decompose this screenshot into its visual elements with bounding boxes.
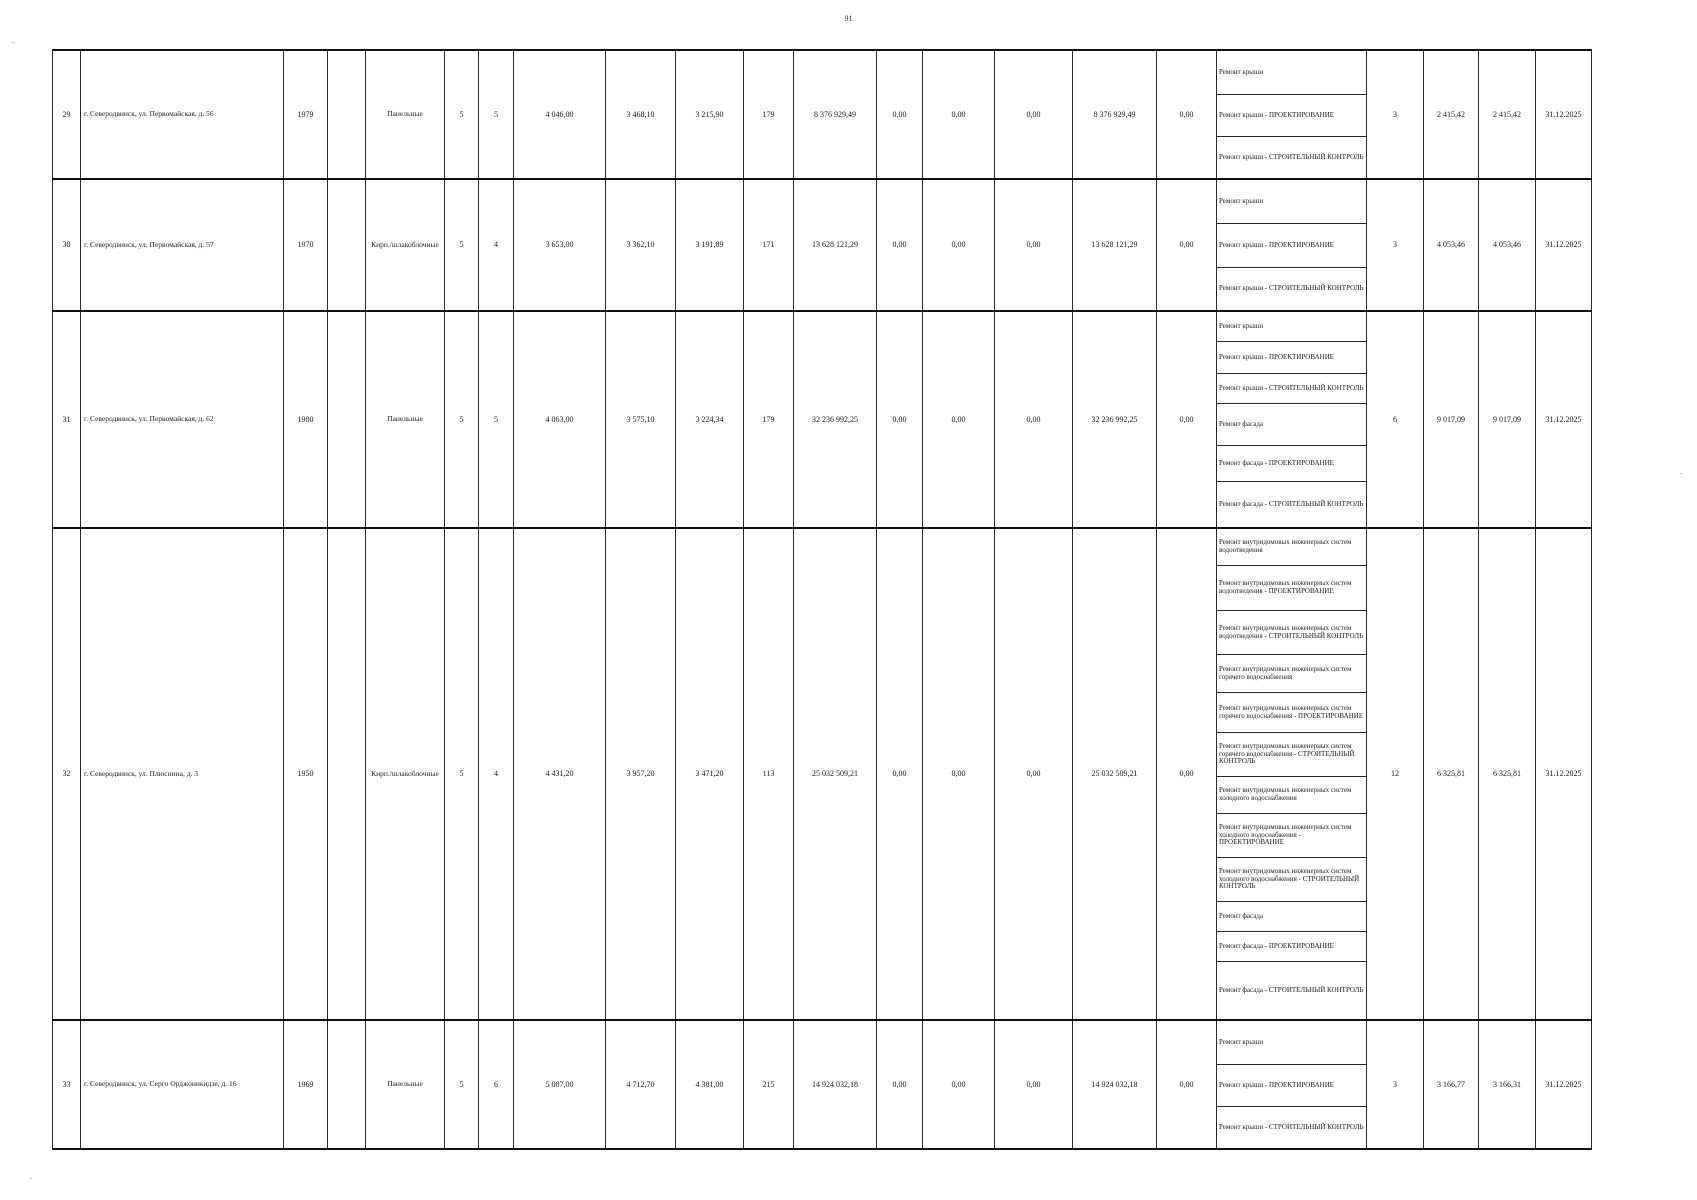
area-premises: 3 575,10 xyxy=(606,311,676,528)
work-item: Ремонт внутридомовых инженерных систем горячего водоснабжения - СТРОИТЕЛЬНЫЙ КОНТРОЛЬ xyxy=(1217,733,1366,777)
table-row xyxy=(53,311,1592,528)
fund-other: 0,00 xyxy=(1157,528,1217,1020)
fund-other: 0,00 xyxy=(1157,311,1217,528)
cost-total: 25 032 509,21 xyxy=(794,528,877,1020)
row-number: 31 xyxy=(53,311,81,528)
fund-owners: 8 376 929,49 xyxy=(1073,50,1157,179)
fund-local: 0,00 xyxy=(995,528,1073,1020)
entrances: 5 xyxy=(479,311,514,528)
total-area: 4 431,20 xyxy=(514,528,606,1020)
work-item: Ремонт фасада xyxy=(1217,902,1366,932)
deadline: 31.12.2025 xyxy=(1536,1020,1592,1149)
works-count: 12 xyxy=(1367,528,1424,1020)
wall-material: Панельные xyxy=(366,311,445,528)
work-item: Ремонт крыши - СТРОИТЕЛЬНЫЙ КОНТРОЛЬ xyxy=(1217,374,1366,404)
address: г. Северодвинск, ул. Первомайская, д. 62 xyxy=(81,311,284,528)
address: г. Северодвинск, ул. Серго Орджоникидзе, д. 16 xyxy=(81,1020,284,1149)
year-renovation xyxy=(328,1020,366,1149)
fund-regional: 0,00 xyxy=(923,528,995,1020)
row-number: 33 xyxy=(53,1020,81,1149)
work-items xyxy=(1217,312,1366,527)
deadline: 31.12.2025 xyxy=(1536,179,1592,311)
total-area: 5 087,00 xyxy=(514,1020,606,1149)
scan-speck xyxy=(30,1178,32,1179)
work-item: Ремонт крыши - СТРОИТЕЛЬНЫЙ КОНТРОЛЬ xyxy=(1219,1122,1364,1131)
wall-material: Панельные xyxy=(366,1020,445,1149)
cost-total: 8 376 929,49 xyxy=(794,50,877,179)
deadline: 31.12.2025 xyxy=(1536,50,1592,179)
row-number: 30 xyxy=(53,179,81,311)
works-list xyxy=(1217,179,1367,311)
total-area: 3 653,00 xyxy=(514,179,606,311)
row-number: 32 xyxy=(53,528,81,1020)
fund-federal: 0,00 xyxy=(877,50,923,179)
work-items xyxy=(1217,180,1366,310)
work-item: Ремонт внутридомовых инженерных систем холодного водоснабжения xyxy=(1217,777,1366,814)
unit-cost: 6 325,81 xyxy=(1424,528,1479,1020)
scan-speck xyxy=(1680,473,1682,474)
wall-material: Кирп./шлакоблочные xyxy=(366,179,445,311)
work-item: Ремонт фасада - ПРОЕКТИРОВАНИЕ xyxy=(1217,932,1366,962)
floors: 5 xyxy=(445,528,479,1020)
fund-local: 0,00 xyxy=(995,311,1073,528)
fund-regional: 0,00 xyxy=(923,311,995,528)
work-item: Ремонт внутридомовых инженерных систем водоотведения - ПРОЕКТИРОВАНИЕ xyxy=(1217,566,1366,611)
wall-material: Кирп./шлакоблочные xyxy=(366,528,445,1020)
work-items xyxy=(1217,529,1366,1019)
work-items xyxy=(1217,51,1366,178)
unit-cost: 3 166,77 xyxy=(1424,1020,1479,1149)
year-renovation xyxy=(328,528,366,1020)
area-premises: 3 362,10 xyxy=(606,179,676,311)
work-item: Ремонт крыши xyxy=(1217,312,1366,342)
fund-owners: 25 032 509,21 xyxy=(1073,528,1157,1020)
works-list xyxy=(1217,528,1367,1020)
year-built: 1950 xyxy=(284,528,328,1020)
work-item: Ремонт фасада - СТРОИТЕЛЬНЫЙ КОНТРОЛЬ xyxy=(1219,985,1364,994)
fund-other: 0,00 xyxy=(1157,50,1217,179)
total-area: 4 046,00 xyxy=(514,50,606,179)
table-row xyxy=(53,50,1592,179)
fund-federal: 0,00 xyxy=(877,179,923,311)
work-item: Ремонт крыши - СТРОИТЕЛЬНЫЙ КОНТРОЛЬ xyxy=(1219,152,1364,161)
fund-owners: 14 924 032,18 xyxy=(1073,1020,1157,1149)
work-item: Ремонт фасада xyxy=(1217,404,1366,446)
year-renovation xyxy=(328,50,366,179)
fund-local: 0,00 xyxy=(995,179,1073,311)
entrances: 4 xyxy=(479,179,514,311)
work-item: Ремонт крыши xyxy=(1217,180,1366,224)
area-premises: 4 712,70 xyxy=(606,1020,676,1149)
works-count: 6 xyxy=(1367,311,1424,528)
area-premises: 3 957,20 xyxy=(606,528,676,1020)
residents: 179 xyxy=(744,311,794,528)
area-residential: 3 191,89 xyxy=(676,179,744,311)
fund-regional: 0,00 xyxy=(923,179,995,311)
work-item: Ремонт крыши xyxy=(1217,51,1366,95)
fund-federal: 0,00 xyxy=(877,528,923,1020)
residents: 171 xyxy=(744,179,794,311)
cost-total: 14 924 032,18 xyxy=(794,1020,877,1149)
unit-cost-max: 3 166,31 xyxy=(1479,1020,1536,1149)
work-item: Ремонт крыши - ПРОЕКТИРОВАНИЕ xyxy=(1217,95,1366,137)
floors: 5 xyxy=(445,179,479,311)
works-count: 3 xyxy=(1367,1020,1424,1149)
address: г. Северодвинск, ул. Первомайская, д. 56 xyxy=(81,50,284,179)
unit-cost: 2 415,42 xyxy=(1424,50,1479,179)
year-built: 1980 xyxy=(284,311,328,528)
year-built: 1970 xyxy=(284,179,328,311)
work-item: Ремонт крыши xyxy=(1217,1021,1366,1065)
wall-material: Панельные xyxy=(366,50,445,179)
fund-other: 0,00 xyxy=(1157,179,1217,311)
area-residential: 3 471,20 xyxy=(676,528,744,1020)
floors: 5 xyxy=(445,311,479,528)
fund-owners: 13 628 121,29 xyxy=(1073,179,1157,311)
unit-cost-max: 2 415,42 xyxy=(1479,50,1536,179)
fund-regional: 0,00 xyxy=(923,50,995,179)
work-item: Ремонт крыши - ПРОЕКТИРОВАНИЕ xyxy=(1217,342,1366,374)
works-count: 3 xyxy=(1367,50,1424,179)
year-renovation xyxy=(328,311,366,528)
entrances: 5 xyxy=(479,50,514,179)
fund-local: 0,00 xyxy=(995,50,1073,179)
address: г. Северодвинск, ул. Первомайская, д. 57 xyxy=(81,179,284,311)
fund-federal: 0,00 xyxy=(877,311,923,528)
works-list xyxy=(1217,1020,1367,1149)
work-item: Ремонт крыши - ПРОЕКТИРОВАНИЕ xyxy=(1217,1065,1366,1107)
work-item: Ремонт внутридомовых инженерных систем холодного водоснабжения - ПРОЕКТИРОВАНИЕ xyxy=(1217,814,1366,858)
housing-program-table xyxy=(52,49,1592,1150)
work-item: Ремонт внутридомовых инженерных систем горячего водоснабжения - ПРОЕКТИРОВАНИЕ xyxy=(1217,693,1366,733)
floors: 5 xyxy=(445,50,479,179)
unit-cost: 9 017,09 xyxy=(1424,311,1479,528)
table-row xyxy=(53,528,1592,1020)
residents: 179 xyxy=(744,50,794,179)
works-count: 3 xyxy=(1367,179,1424,311)
area-residential: 4 381,00 xyxy=(676,1020,744,1149)
floors: 5 xyxy=(445,1020,479,1149)
year-built: 1969 xyxy=(284,1020,328,1149)
residents: 113 xyxy=(744,528,794,1020)
scan-speck xyxy=(12,42,14,43)
work-item: Ремонт внутридомовых инженерных систем водоотведения - СТРОИТЕЛЬНЫЙ КОНТРОЛЬ xyxy=(1217,611,1366,655)
entrances: 4 xyxy=(479,528,514,1020)
page-number: 91 xyxy=(844,14,853,23)
work-item: Ремонт фасада - СТРОИТЕЛЬНЫЙ КОНТРОЛЬ xyxy=(1219,499,1364,508)
fund-other: 0,00 xyxy=(1157,1020,1217,1149)
unit-cost-max: 4 053,46 xyxy=(1479,179,1536,311)
deadline: 31.12.2025 xyxy=(1536,528,1592,1020)
work-item: Ремонт внутридомовых инженерных систем холодного водоснабжения - СТРОИТЕЛЬНЫЙ КОНТРОЛЬ xyxy=(1217,858,1366,902)
area-residential: 3 215,90 xyxy=(676,50,744,179)
table-row xyxy=(53,1020,1592,1149)
year-renovation xyxy=(328,179,366,311)
fund-regional: 0,00 xyxy=(923,1020,995,1149)
unit-cost-max: 9 017,09 xyxy=(1479,311,1536,528)
unit-cost-max: 6 325,81 xyxy=(1479,528,1536,1020)
area-residential: 3 224,34 xyxy=(676,311,744,528)
fund-owners: 32 236 992,25 xyxy=(1073,311,1157,528)
deadline: 31.12.2025 xyxy=(1536,311,1592,528)
work-item: Ремонт крыши - СТРОИТЕЛЬНЫЙ КОНТРОЛЬ xyxy=(1219,284,1364,293)
work-item: Ремонт фасада - ПРОЕКТИРОВАНИЕ xyxy=(1217,446,1366,482)
area-premises: 3 468,10 xyxy=(606,50,676,179)
year-built: 1979 xyxy=(284,50,328,179)
fund-local: 0,00 xyxy=(995,1020,1073,1149)
work-items xyxy=(1217,1021,1366,1148)
table-row xyxy=(53,179,1592,311)
work-item: Ремонт крыши - ПРОЕКТИРОВАНИЕ xyxy=(1217,224,1366,268)
row-number: 29 xyxy=(53,50,81,179)
work-item: Ремонт внутридомовых инженерных систем горячего водоснабжения xyxy=(1217,655,1366,693)
address: г. Северодвинск, ул. Плюснина, д. 3 xyxy=(81,528,284,1020)
works-list xyxy=(1217,311,1367,528)
cost-total: 13 628 121,29 xyxy=(794,179,877,311)
works-list xyxy=(1217,50,1367,179)
fund-federal: 0,00 xyxy=(877,1020,923,1149)
entrances: 6 xyxy=(479,1020,514,1149)
residents: 215 xyxy=(744,1020,794,1149)
unit-cost: 4 053,46 xyxy=(1424,179,1479,311)
total-area: 4 063,00 xyxy=(514,311,606,528)
cost-total: 32 236 992,25 xyxy=(794,311,877,528)
work-item: Ремонт внутридомовых инженерных систем водоотведения xyxy=(1217,529,1366,566)
